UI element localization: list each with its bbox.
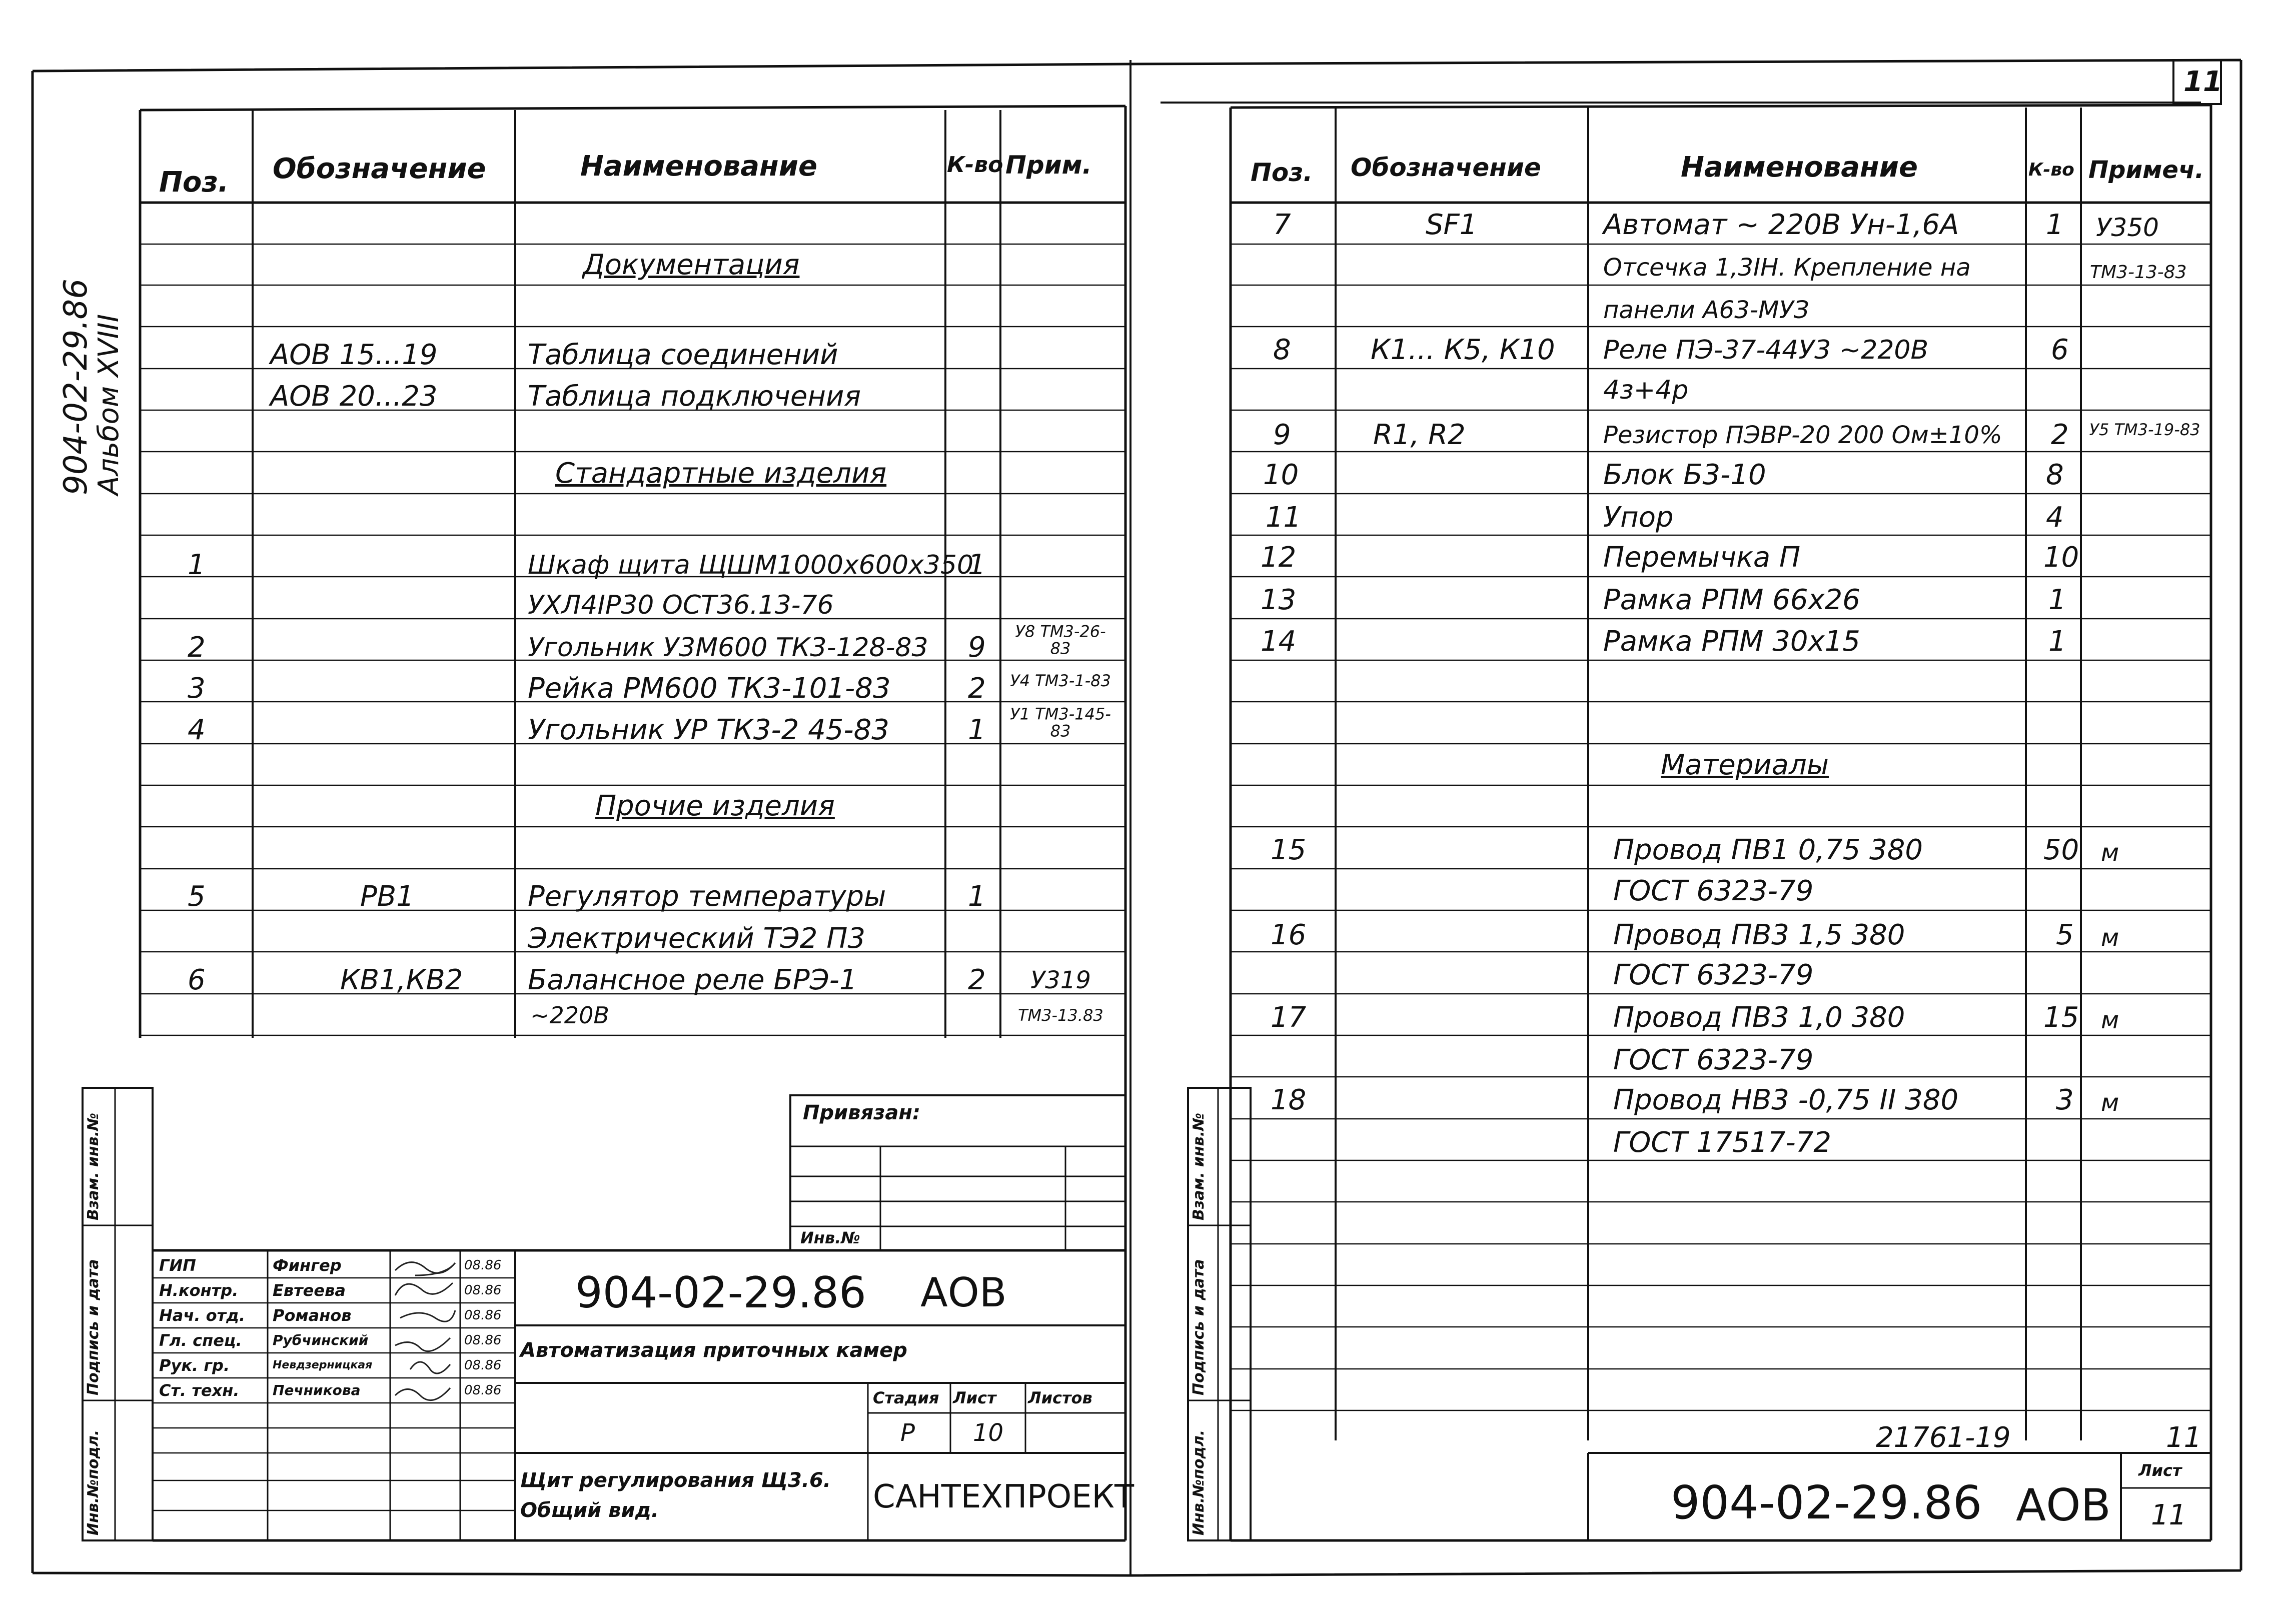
staff-name: Евтеева (273, 1281, 346, 1300)
right-row-qty: 4 (2046, 501, 2064, 534)
staff-role: Рук. гр. (159, 1356, 230, 1375)
right-row-name: 4з+4р (1603, 375, 1689, 405)
right-row-qty: 3 (2056, 1084, 2074, 1116)
staff-role: ГИП (159, 1256, 196, 1275)
staff-date: 08.86 (464, 1258, 502, 1273)
staff-name: Романов (273, 1306, 352, 1325)
stamp-document-mark: АОВ (2016, 1479, 2111, 1531)
left-header-designation: Обозначение (273, 153, 486, 185)
organization-name: САНТЕХПРОЕКТ (873, 1478, 1134, 1515)
right-row-name: Перемычка П (1603, 541, 1801, 574)
left-row-pos: 2 (188, 631, 206, 664)
right-row-name: ГОСТ 6323-79 (1613, 875, 1814, 907)
sheets-label: Листов (1028, 1388, 1092, 1407)
right-row-qty: 50 (2043, 834, 2079, 866)
left-row-name: Таблица соединений (528, 339, 838, 371)
left-section-title: Стандартные изделия (555, 457, 887, 490)
right-row-name: Упор (1603, 501, 1674, 534)
left-row-pos: 1 (188, 549, 206, 581)
sheet-label: Лист (953, 1388, 996, 1407)
left-section-title: Документация (583, 249, 800, 281)
right-row-name: Провод ПВ3 1,0 380 (1613, 1001, 1905, 1034)
right-row-pos: 7 (1273, 209, 1291, 241)
margin-label: Инв.№подл. (85, 1429, 102, 1535)
right-row-pos: 17 (1271, 1001, 1307, 1034)
left-row-name: Регулятор температуры (528, 880, 886, 913)
staff-date: 08.86 (464, 1308, 502, 1323)
staff-name: Фингер (273, 1256, 342, 1275)
right-header-name: Наименование (1681, 151, 1918, 184)
left-row-designation: АОВ 20...23 (270, 380, 438, 413)
right-row-pos: 16 (1271, 919, 1307, 951)
left-row-name: Электрический ТЭ2 П3 (528, 922, 865, 955)
left-row-qty: 9 (968, 631, 986, 664)
left-header-pos: Поз. (159, 166, 229, 199)
right-row-name: Провод НВ3 -0,75 II 380 (1613, 1084, 1959, 1116)
right-header-qty: К-во (2028, 160, 2074, 180)
right-row-note: м (2101, 1006, 2119, 1034)
right-row-pos: 13 (1261, 584, 1297, 616)
right-row-name: Блок Б3-10 (1603, 459, 1766, 491)
document-code: 904-02-29.86 (575, 1268, 866, 1318)
drawing-name-line1: Щит регулирования Щ3.6. (520, 1469, 831, 1492)
stamp-sheet-label: Лист (2138, 1461, 2182, 1480)
left-row-pos: 5 (188, 880, 206, 913)
left-row-note: ТМ3-13.83 (1018, 1006, 1103, 1025)
right-row-name: панели А63-МУЗ (1603, 296, 1809, 324)
right-row-name: Резистор ПЭВР-20 200 Ом±10% (1603, 421, 2002, 449)
left-row-designation: РВ1 (360, 880, 414, 913)
right-row-name: Автомат ~ 220В Ун-1,6А (1603, 209, 1959, 241)
album-number-label: Альбом XVIII (93, 314, 125, 495)
stage-label: Стадия (873, 1388, 939, 1407)
right-row-designation: R1, R2 (1373, 419, 1466, 451)
right-row-note: ТМ3-13-83 (2090, 262, 2187, 283)
inventory-label: Инв.№ (800, 1228, 860, 1247)
left-row-note: У8 ТМ3-26-83 (1015, 622, 1106, 658)
right-row-note: У5 ТМ3-19-83 (2089, 420, 2200, 440)
staff-date: 08.86 (464, 1283, 502, 1298)
right-row-name: Провод ПВ1 0,75 380 (1613, 834, 1923, 866)
staff-date: 08.86 (464, 1383, 502, 1398)
staff-name: Невдзерницкая (273, 1359, 373, 1371)
left-row-qty: 2 (968, 672, 986, 705)
left-row-pos: 6 (188, 964, 206, 996)
right-row-qty: 1 (2046, 209, 2064, 241)
right-row-pos: 9 (1273, 419, 1291, 451)
right-row-pos: 15 (1271, 834, 1307, 866)
right-row-pos: 11 (1266, 501, 1302, 534)
left-row-name: Угольник У3М600 ТК3-128-83 (528, 633, 928, 663)
staff-date: 08.86 (464, 1358, 502, 1373)
project-subject: Автоматизация приточных камер (520, 1339, 907, 1362)
left-row-name: Рейка РМ600 ТК3-101-83 (528, 672, 891, 705)
right-row-name: Рамка РПМ 66х26 (1603, 584, 1860, 616)
margin-label: Взам. инв.№ (1190, 1112, 1208, 1220)
left-row-designation: АОВ 15...19 (270, 339, 438, 371)
archive-sheet-number: 11 (2166, 1421, 2202, 1454)
drawing-name-line2: Общий вид. (520, 1499, 659, 1522)
left-row-qty: 1 (968, 549, 986, 581)
right-row-qty: 10 (2043, 541, 2079, 574)
left-section-title: Прочие изделия (595, 790, 835, 822)
right-row-qty: 1 (2048, 625, 2066, 658)
left-row-name: Таблица подключения (528, 380, 861, 413)
page-number: 11 (2183, 66, 2222, 98)
right-row-qty: 15 (2043, 1001, 2079, 1034)
staff-role: Гл. спец. (159, 1331, 242, 1350)
staff-name: Печникова (273, 1382, 361, 1398)
left-row-designation: КВ1,КВ2 (340, 964, 463, 996)
left-row-qty: 1 (968, 880, 986, 913)
left-row-note: У1 ТМ3-145-83 (1010, 704, 1111, 740)
right-header-note: Примеч. (2088, 156, 2204, 184)
staff-date: 08.86 (464, 1333, 502, 1348)
album-code-label: 904-02-29.86 (58, 279, 95, 495)
left-row-name: Балансное реле БРЭ-1 (528, 964, 857, 996)
right-row-note: м (2101, 839, 2119, 867)
right-row-designation: SF1 (1426, 209, 1478, 241)
right-header-pos: Поз. (1251, 158, 1313, 187)
right-row-name: Рамка РПМ 30х15 (1603, 625, 1860, 658)
document-mark: АОВ (920, 1269, 1007, 1316)
staff-name: Рубчинский (273, 1332, 369, 1348)
right-row-qty: 1 (2048, 584, 2066, 616)
staff-role: Нач. отд. (159, 1306, 246, 1325)
margin-label: Инв.№подл. (1190, 1429, 1208, 1535)
right-row-pos: 12 (1261, 541, 1297, 574)
left-row-qty: 1 (968, 714, 986, 746)
staff-role: Н.контр. (159, 1281, 239, 1300)
left-row-note: У319 (1030, 966, 1091, 994)
right-row-note: м (2101, 924, 2119, 952)
left-row-pos: 4 (188, 714, 206, 746)
stamp-document-code: 904-02-29.86 (1671, 1476, 1982, 1529)
right-section-title: Материалы (1661, 749, 1829, 781)
left-row-pos: 3 (188, 672, 206, 705)
stage-value: Р (900, 1419, 915, 1447)
right-row-qty: 5 (2056, 919, 2074, 951)
left-row-name: ~220В (530, 1002, 609, 1029)
right-row-name: ГОСТ 6323-79 (1613, 959, 1814, 991)
right-row-note: м (2101, 1089, 2119, 1117)
right-row-qty: 6 (2051, 334, 2069, 366)
right-row-name: ГОСТ 6323-79 (1613, 1044, 1814, 1076)
right-row-qty: 2 (2051, 419, 2069, 451)
right-row-pos: 8 (1273, 334, 1291, 366)
left-row-name: Шкаф щита ЩШМ1000х600х350 (528, 550, 974, 580)
right-row-name: Провод ПВ3 1,5 380 (1613, 919, 1905, 951)
left-row-note: У4 ТМ3-1-83 (1010, 671, 1111, 691)
archive-number: 21761-19 (1876, 1421, 2011, 1454)
right-header-designation: Обозначение (1351, 153, 1541, 182)
right-row-name: Реле ПЭ-37-44У3 ~220В (1603, 335, 1929, 365)
left-header-qty: К-во (947, 152, 1003, 178)
right-row-name: ГОСТ 17517-72 (1613, 1126, 1831, 1159)
right-row-qty: 8 (2046, 459, 2064, 491)
right-row-pos: 10 (1263, 459, 1299, 491)
right-row-pos: 14 (1261, 625, 1297, 658)
left-header-note: Прим. (1005, 151, 1092, 180)
left-header-name: Наименование (580, 150, 817, 183)
binding-label: Привязан: (803, 1101, 920, 1124)
right-row-pos: 18 (1271, 1084, 1307, 1116)
margin-label: Подпись и дата (85, 1259, 102, 1395)
sheet-value: 10 (973, 1419, 1004, 1447)
stamp-sheet-value: 11 (2151, 1499, 2187, 1531)
right-row-designation: К1... К5, К10 (1371, 334, 1555, 366)
right-row-note: У350 (2096, 213, 2159, 242)
left-row-name: УХЛ4IР30 ОСТ36.13-76 (528, 590, 834, 620)
right-row-name: Отсечка 1,3IН. Крепление на (1603, 254, 1971, 282)
margin-label: Взам. инв.№ (85, 1112, 102, 1220)
margin-label: Подпись и дата (1190, 1259, 1208, 1395)
staff-role: Ст. техн. (159, 1381, 240, 1400)
left-row-name: Угольник УР ТК3-2 45-83 (528, 714, 889, 746)
left-row-qty: 2 (968, 964, 986, 996)
